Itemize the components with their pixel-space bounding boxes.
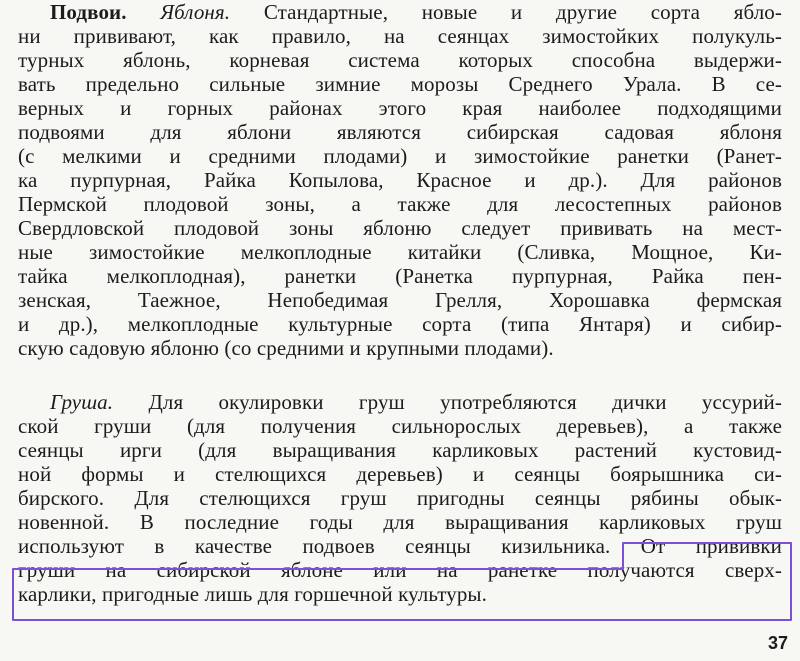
text-line: ской груши (для получения сильнорослых деревьев), а также bbox=[18, 414, 782, 438]
text-line: зенская, Таежное, Непобедимая Грелля, Хорошавка фермская bbox=[18, 288, 782, 312]
text-line: ные зимостойкие мелкоплодные китайки (Сливка, Мощное, Ки- bbox=[18, 240, 782, 264]
line-text: Стандартные, новые и другие сорта ябло- bbox=[263, 0, 782, 24]
text-line: Свердловской плодовой зоны яблоню следует прививать на мест- bbox=[18, 216, 782, 240]
page-number: 37 bbox=[767, 633, 788, 653]
line-text: Для окулировки груш употребляются дички уссурий- bbox=[148, 390, 782, 414]
text-line: подвоями для яблони являются сибирская садовая яблоня bbox=[18, 120, 782, 144]
text-line: новенной. В последние годы для выращивания карликовых груш bbox=[18, 510, 782, 534]
text-line: ни прививают, как правило, на сеянцах зимостойких полукуль- bbox=[18, 24, 782, 48]
runin-heading: Подвои. bbox=[50, 0, 127, 24]
text-line: груши на сибирской яблоне или на ранетке получаются сверх- bbox=[18, 558, 782, 582]
text-line: ной формы и стелющихся деревьев) и сеянцы боярышника си- bbox=[18, 462, 782, 486]
text-line: сеянцы ирги (для выращивания карликовых растений кустовид- bbox=[18, 438, 782, 462]
text-line: ка пурпурная, Райка Копылова, Красное и др.). Для районов bbox=[18, 168, 782, 192]
text-line: тайка мелкоплодная), ранетки (Ранетка пурпурная, Райка пен- bbox=[18, 264, 782, 288]
text-line bbox=[50, 0, 782, 24]
italic-term-apple: Яблоня. bbox=[160, 0, 231, 24]
italic-term-pear: Груша. bbox=[50, 390, 114, 414]
text-line: верных и горных районах этого края наиболее подходящими bbox=[18, 96, 782, 120]
text-line: скую садовую яблоню (со средними и крупными плодами). bbox=[18, 336, 554, 360]
text-line bbox=[50, 390, 782, 414]
text-line: (с мелкими и средними плодами) и зимостойкие ранетки (Ранет- bbox=[18, 144, 782, 168]
text-line: турных яблонь, корневая система которых способна выдержи- bbox=[18, 48, 782, 72]
text-line: карлики, пригодные лишь для горшечной культуры. bbox=[18, 582, 487, 606]
text-line: используют в качестве подвоев сеянцы кизильника. От прививки bbox=[18, 534, 782, 558]
text-line: вать предельно сильные зимние морозы Среднего Урала. В се- bbox=[18, 72, 782, 96]
text-line: Пермской плодовой зоны, а также для лесостепных районов bbox=[18, 192, 782, 216]
text-line: бирского. Для стелющихся груш пригодны сеянцы рябины обык- bbox=[18, 486, 782, 510]
text-line: и др.), мелкоплодные культурные сорта (типа Янтаря) и сибир- bbox=[18, 312, 782, 336]
